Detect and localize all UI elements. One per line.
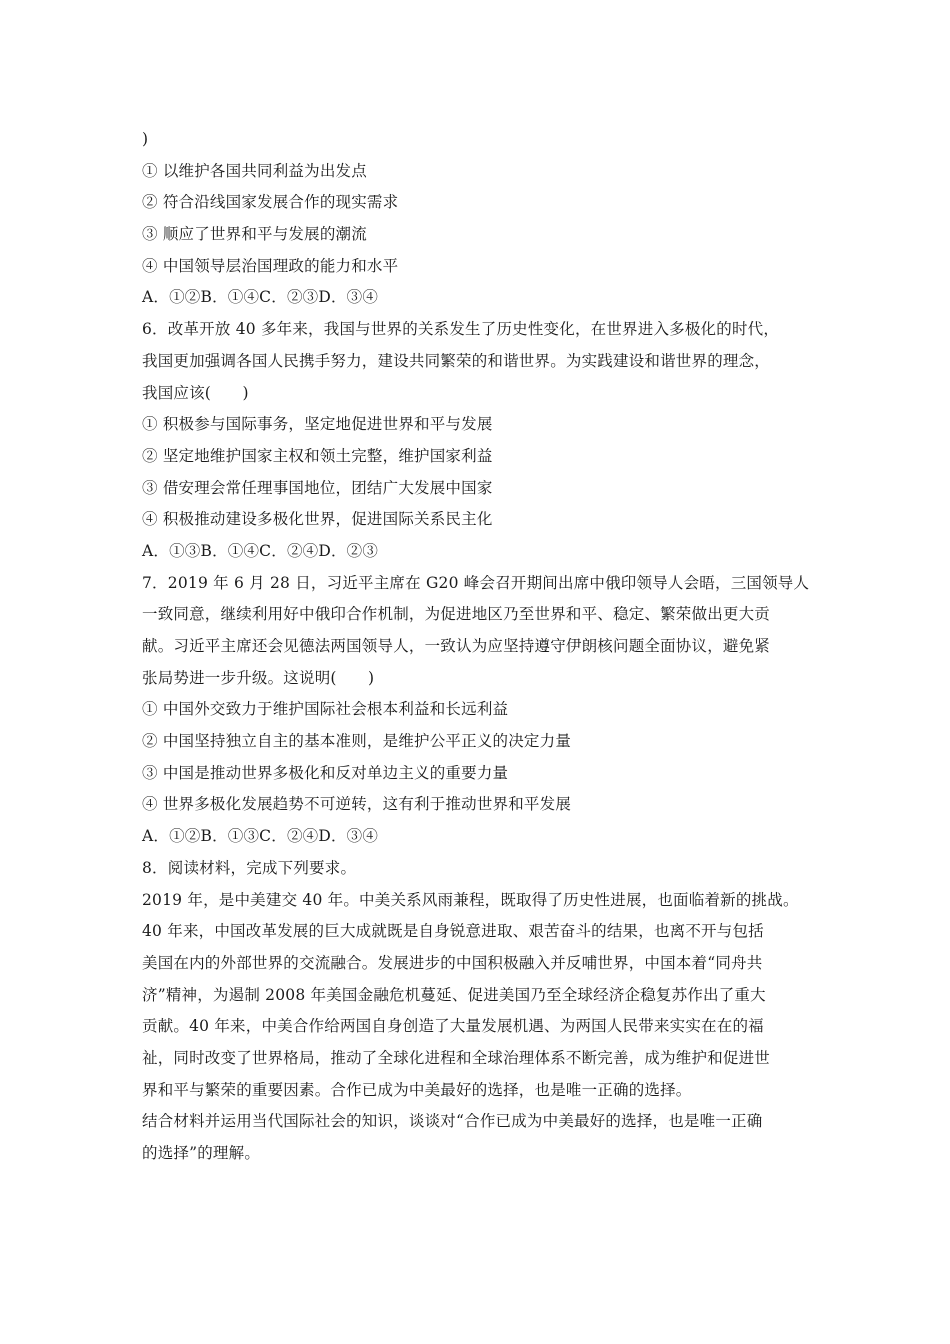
question-7-stem: 献。习近平主席还会见德法两国领导人，一致认为应坚持遵守伊朗核问题全面协议，避免紧 — [142, 637, 771, 655]
option-line: ② 符合沿线国家发展合作的现实需求 — [142, 193, 399, 212]
option-line: ① 以维护各国共同利益为出发点 — [142, 161, 367, 180]
answer-choices: A．①③B．①④C．②④D．②③ — [142, 541, 379, 560]
question-8-stem: 8．阅读材料，完成下列要求。 — [142, 858, 357, 877]
option-line: ① 积极参与国际事务，坚定地促进世界和平与发展 — [142, 415, 493, 434]
material-paragraph: 美国在内的外部世界的交流融合。发展进步的中国积极融入并反哺世界，中国本着“同舟共 — [142, 953, 763, 972]
text-line: ) — [142, 130, 149, 148]
material-paragraph: 2019 年，是中美建交 40 年。中美关系风雨兼程，既取得了历史性进展，也面临着新的挑战。 — [142, 890, 799, 909]
question-6-stem: 我国更加强调各国人民携手努力，建设共同繁荣的和谐世界。为实践建设和谐世界的理念， — [142, 351, 771, 370]
option-line: ③ 借安理会常任理事国地位，团结广大发展中国家 — [142, 478, 493, 497]
option-line: ③ 中国是推动世界多极化和反对单边主义的重要力量 — [142, 763, 509, 782]
answer-choices: A．①②B．①③C．②④D．③④ — [142, 827, 379, 846]
option-line: ③ 顺应了世界和平与发展的潮流 — [142, 225, 367, 244]
material-paragraph: 贡献。40 年来，中美合作给两国自身创造了大量发展机遇、为两国人民带来实实在在的福 — [142, 1017, 764, 1036]
question-7-stem: 7．2019 年 6 月 28 日，习近平主席在 G20 峰会召开期间出席中俄印领导人会晤，三国领导人 — [142, 573, 810, 592]
question-text — [142, 124, 822, 1170]
option-line: ① 中国外交致力于维护国际社会根本利益和长远利益 — [142, 700, 509, 719]
material-paragraph: 济”精神，为遏制 2008 年美国金融危机蔓延、促进美国乃至全球经济企稳复苏作出了重大 — [142, 985, 766, 1004]
option-line: ④ 世界多极化发展趋势不可逆转，这有利于推动世界和平发展 — [142, 795, 572, 814]
material-paragraph: 40 年来，中国改革发展的巨大成就既是自身锐意进取、艰苦奋斗的结果，也离不开与包括 — [142, 922, 764, 941]
task-prompt: 的选择”的理解。 — [142, 1144, 261, 1162]
question-6-stem: 6．改革开放 40 多年来，我国与世界的关系发生了历史性变化，在世界进入多极化的时代， — [142, 320, 780, 339]
question-6-stem: 我国应该( ) — [142, 383, 249, 402]
option-line: ④ 积极推动建设多极化世界，促进国际关系民主化 — [142, 510, 493, 529]
task-prompt: 结合材料并运用当代国际社会的知识，谈谈对“合作已成为中美最好的选择，也是唯一正确 — [142, 1112, 763, 1131]
answer-choices: A．①②B．①④C．②③D．③④ — [142, 288, 379, 307]
option-line: ④ 中国领导层治国理政的能力和水平 — [142, 256, 399, 275]
question-7-stem: 张局势进一步升级。这说明( ) — [142, 668, 375, 687]
question-7-stem: 一致同意，继续利用好中俄印合作机制，为促进地区乃至世界和平、稳定、繁荣做出更大贡 — [142, 605, 771, 624]
material-paragraph: 祉，同时改变了世界格局，推动了全球化进程和全球治理体系不断完善，成为维护和促进世 — [142, 1048, 771, 1067]
option-line: ② 中国坚持独立自主的基本准则，是维护公平正义的决定力量 — [142, 732, 572, 751]
option-line: ② 坚定地维护国家主权和领土完整，维护国家利益 — [142, 446, 493, 465]
material-paragraph: 界和平与繁荣的重要因素。合作已成为中美最好的选择，也是唯一正确的选择。 — [142, 1080, 692, 1099]
